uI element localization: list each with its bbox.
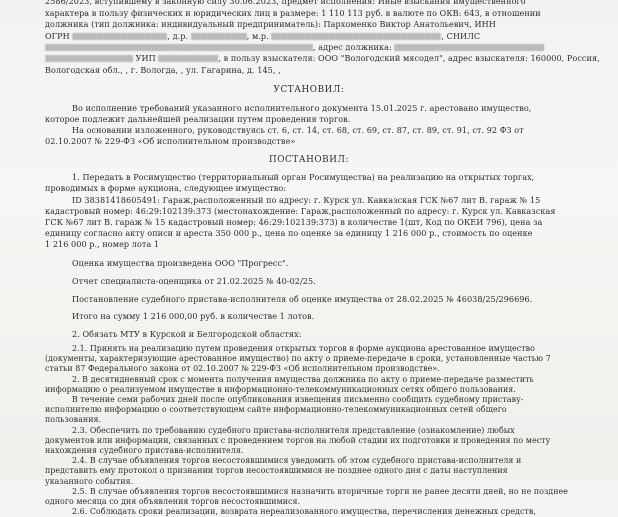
text-line: 2. Обязать МТУ в Курской и Белгородской областях: (72, 329, 302, 339)
section-heading-established: УСТАНОВИЛ: (273, 85, 345, 95)
text-line: Итого на сумму 1 216 000,00 руб. в количестве 1 лотов. (72, 311, 315, 321)
text-line: должника (тип должника: индивидуальный предприниматель): Пархоменко Виктор Анатольевич, ИНН (45, 19, 496, 29)
text-line: Отчет специалиста-оценщика от 21.02.2025 № 40-02/25. (72, 276, 316, 286)
text-line: В течение семи рабочих дней после опубликования извещения письменно сообщить судебному приставу- (72, 395, 524, 404)
text-line: ГСК №67 лит В. гараж № 15 кадастровый номер: 46:29:102139:373) в количестве 1(шт, Код по ОКЕИ 796), цена за (45, 217, 543, 227)
text-line: нахождения судебного пристава-исполнителя. (45, 446, 244, 455)
birth-place-label: , м.р. (246, 31, 269, 41)
text-line: 2.6. Соблюдать сроки реализации, возврата нереализованного имущества, перечисления денежных средств, (72, 507, 536, 517)
text-line: информацию о реализуемом имуществе в информационно-телекоммуникационных сетях общего пользования. (45, 384, 516, 394)
text-line: пользования. (45, 415, 102, 425)
text-line: 2. В десятидневный срок с момента получения имущества должника по акту о приеме-передаче разместить (72, 374, 534, 384)
text-line: одного месяца со дня объявления торгов несостоявшимися. (45, 497, 301, 506)
birth-date-label: , д.р. (167, 31, 189, 41)
text-line: Вологодская обл., , г. Вологда, , ул. Гагарина, д. 145, , (45, 65, 281, 75)
text-line: 2586/2023, вступившему в законную силу 30.06.2023, предмет исполнения: Иные взыскания имущественного (45, 0, 526, 6)
text-line: 2.5. В случае объявления торгов несостоявшимися назначить вторичные торги не ранее десяти дней, но не позднее (72, 486, 568, 496)
text-line: характера в пользу физических и юридических лиц в размере: 1 110 113 руб. в валюте по ОКВ: 643, в отношении (45, 8, 541, 18)
section-heading-resolved: ПОСТАНОВИЛ: (268, 155, 350, 165)
snils-label: , СНИЛС (441, 31, 481, 41)
text-line: документов или информации, связанных с проведением торгов на любой стадии их подготовки и проведения по месту (45, 435, 551, 445)
text-line: проводимых в форме аукциона, следующее имущество: (45, 183, 287, 193)
text-line: (документы, характеризующие арестованное имущество) по акту о приеме-передаче в сроки, установленные частью 7 (45, 354, 551, 364)
text-line: 2.3. Обеспечить по требованию судебного пристава-исполнителя представление (ознакомление) любых (72, 425, 515, 435)
text-line: 2.1. Принять на реализацию путем проведения открытых торгов в форме аукциона арестованное имущество (72, 344, 535, 353)
text-line: исполнителю информацию о соответствующем сайте информационно-телекоммуникационных сетей общего (45, 405, 507, 415)
text-line: указанного события. (45, 476, 134, 486)
text-line: единицу согласно акту описи и ареста 350 000 р., цена по оценке за единицу 1 216 000 р., стоимость по оценке (45, 228, 533, 238)
text-line: 2.4. В случае объявления торгов несостоявшимися уведомить об этом судебного пристава-исполнителя и (72, 456, 522, 466)
text-line: Оценка имущества произведена ООО "Прогресс". (72, 258, 289, 268)
text-line: Постановление судебного пристава-исполнителя об оценке имущества от 28.02.2025 № 46038/25/296696. (72, 294, 533, 304)
uip-label: УИП (135, 53, 156, 63)
text-line: На основании изложенного, руководствуясь ст. 6, ст. 14, ст. 68, ст. 69, ст. 87, ст. 89, ст. 91, ст. 92 ФЗ от (72, 125, 524, 135)
text-line: которое подлежит дальнейшей реализации путем проведения торгов. (45, 114, 351, 124)
claimant-text: , в пользу взыскателя: ООО "Вологодский мясодел", адрес взыскателя: 160000, Россия, (218, 53, 600, 63)
debtor-address-label: , адрес должника: (313, 42, 392, 52)
text-line: ID 38381418605491: Гараж,расположенный по адресу: г. Курск ул. Кавказская ГСК №67 лит В. гараж № 15 (72, 195, 541, 205)
ogrn-label: ОГРН (45, 31, 70, 41)
text-line: представить ему протокол о признании торгов несостоявшимися не позднее одного дня с даты наступления (45, 466, 508, 476)
text-line: 1 216 000 р., номер лота 1 (45, 239, 160, 249)
text-line: 02.10.2007 № 229-ФЗ «Об исполнительном производстве» (45, 136, 296, 146)
text-line: Во исполнение требований указанного исполнительного документа 15.01.2025 г. арестовано имущество, (72, 103, 532, 113)
text-line: 1. Передать в Росимущество (территориальный орган Росимущества) на реализацию на открытых торгах, (72, 172, 535, 182)
text-line: кадастровый номер: 46:29:102139:373 (местонахождение: Гараж,расположенный по адресу: г. Курск ул. Кавказская (45, 206, 556, 216)
text-line: статьи 87 Федерального закона от 02.10.2007 № 229-ФЗ «Об исполнительном производстве». (45, 364, 440, 374)
